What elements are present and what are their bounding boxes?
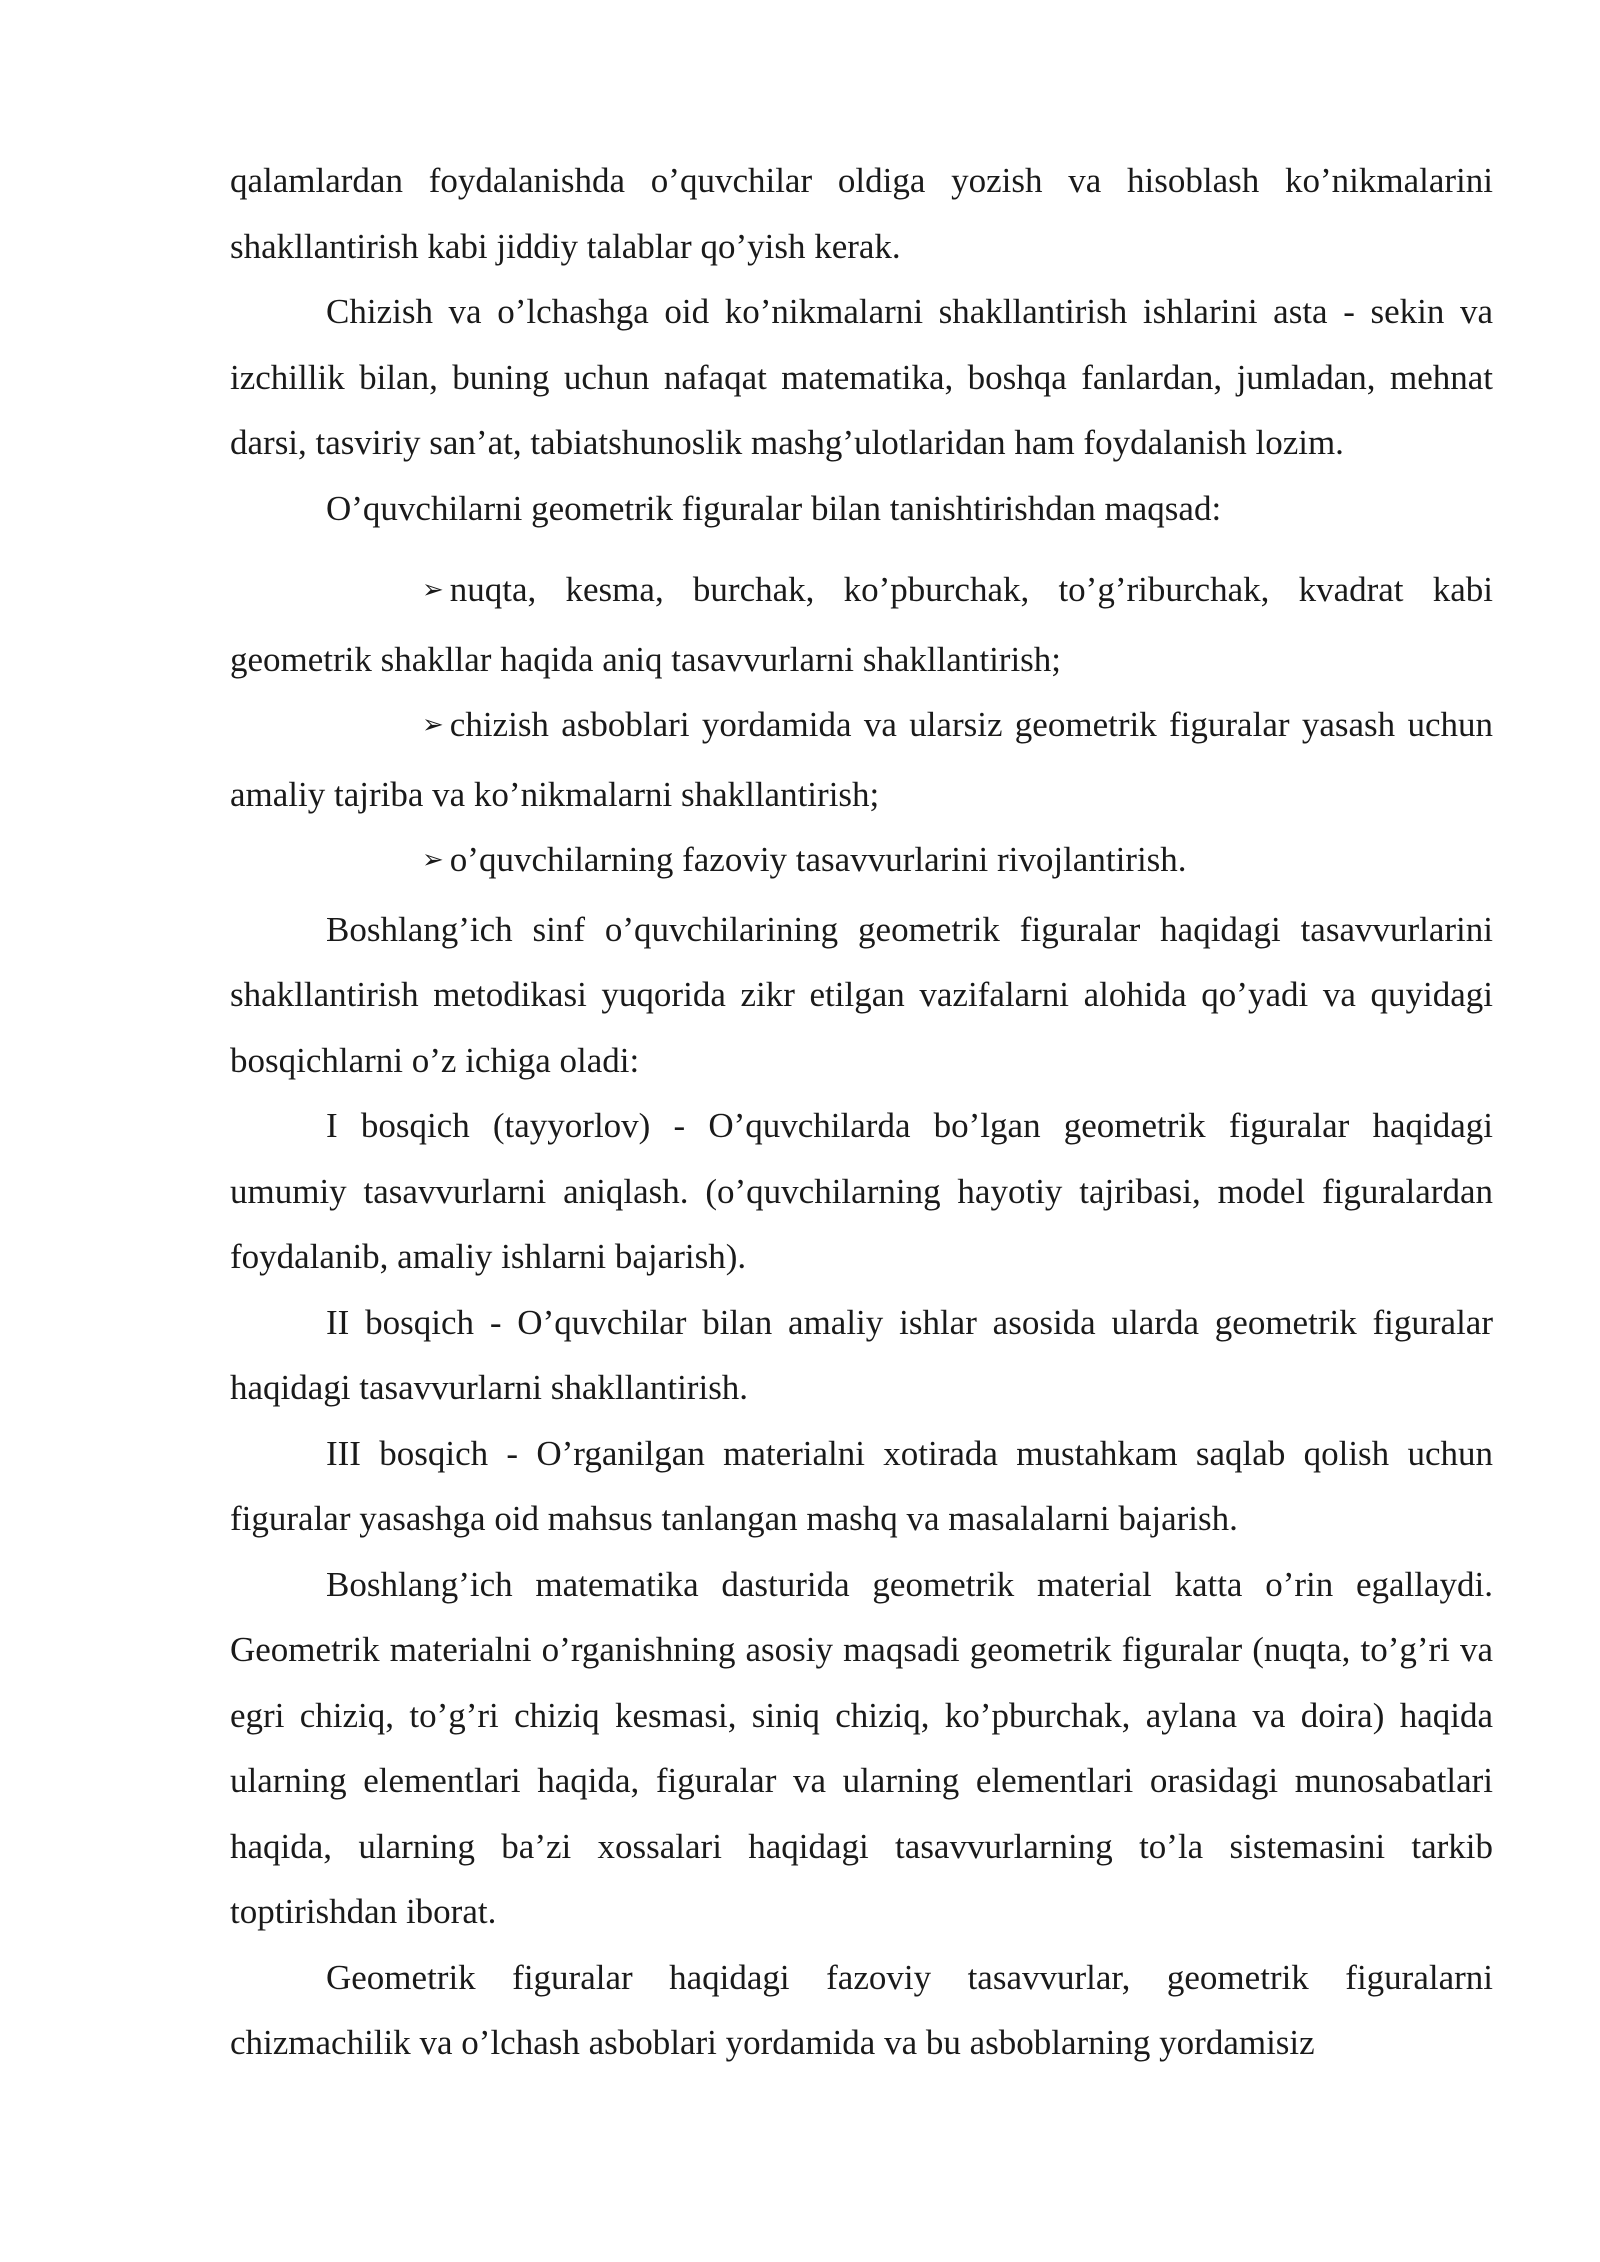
paragraph-continuation: qalamlardan foydalanishda o’quvchilar oldiga yozish va hisoblash ko’nikmalarini shakllantirish kabi jiddiy talablar qo’yish kerak. [230, 161, 1493, 266]
paragraph: Geometrik figuralar haqidagi fazoviy tasavvurlar, geometrik figuralarni chizmachilik va o’lchash asboblari yordamida va bu asboblarning yordamisiz [230, 1957, 1493, 2062]
paragraph: II bosqich - O’quvchilar bilan amaliy ishlar asosida ularda geometrik figuralar haqidagi tasavvurlarni shakllantirish. [230, 1302, 1493, 1407]
paragraph: Boshlang’ich sinf o’quvchilarining geometrik figuralar haqidagi tasavvurlarini shakllantirish metodikasi yuqorida zikr etilgan vazifalarni alohida qo’yadi va quyidagi bosqichlarni o’z ichiga oladi: [230, 909, 1493, 1080]
document-page [230, 148, 1493, 2076]
paragraph: Chizish va o’lchashga oid ko’nikmalarni shakllantirish ishlarini asta - sekin va izchillik bilan, buning uchun nafaqat matematika, boshqa fanlardan, jumladan, mehnat darsi, tasviriy san’at, tabiatshunoslik mashg’ulotlaridan ham foydalanish lozim. [230, 292, 1493, 462]
bullet-item [230, 557, 1493, 692]
arrowhead-bullet-icon: ➢ [422, 710, 444, 740]
arrowhead-bullet-icon: ➢ [422, 575, 444, 605]
bullet-item [230, 827, 1493, 897]
paragraph: III bosqich - O’rganilgan materialni xotirada mustahkam saqlab qolish uchun figuralar yasashga oid mahsus tanlangan mashq va masalalarni bajarish. [230, 1433, 1493, 1538]
arrowhead-bullet-icon: ➢ [422, 845, 444, 875]
bullet-text: o’quvchilarning fazoviy tasavvurlarini rivojlantirish. [449, 840, 1187, 879]
paragraph: Boshlang’ich matematika dasturida geometrik material katta o’rin egallaydi. Geometrik materialni o’rganishning asosiy maqsadi geometrik figuralar (nuqta, to’g’ri va egri chiziq, to’g’ri chiziq kesmasi, siniq chiziq, ko’pburchak, aylana va doira) haqida ularning elementlari haqida, figuralar va ularning elementlari orasidagi munosabatlari haqida, ularning ba’zi xossalari haqidagi tasavvurlarning to’la sistemasini tarkib toptirishdan iborat. [230, 1564, 1493, 1931]
bullet-text: nuqta, kesma, burchak, ko’pburchak, to’g’riburchak, kvadrat kabi geometrik shakllar haqida aniq tasavvurlarni shakllantirish; [230, 570, 1493, 679]
paragraph: O’quvchilarni geometrik figuralar bilan tanishtirishdan maqsad: [326, 488, 1222, 528]
bullet-item [230, 692, 1493, 827]
bullet-text: chizish asboblari yordamida va ularsiz geometrik figuralar yasash uchun amaliy tajriba va ko’nikmalarni shakllantirish; [230, 705, 1493, 814]
paragraph: I bosqich (tayyorlov) - O’quvchilarda bo’lgan geometrik figuralar haqidagi umumiy tasavvurlarni aniqlash. (o’quvchilarning hayotiy tajribasi, model figuralardan foydalanib, amaliy ishlarni bajarish). [230, 1106, 1493, 1276]
